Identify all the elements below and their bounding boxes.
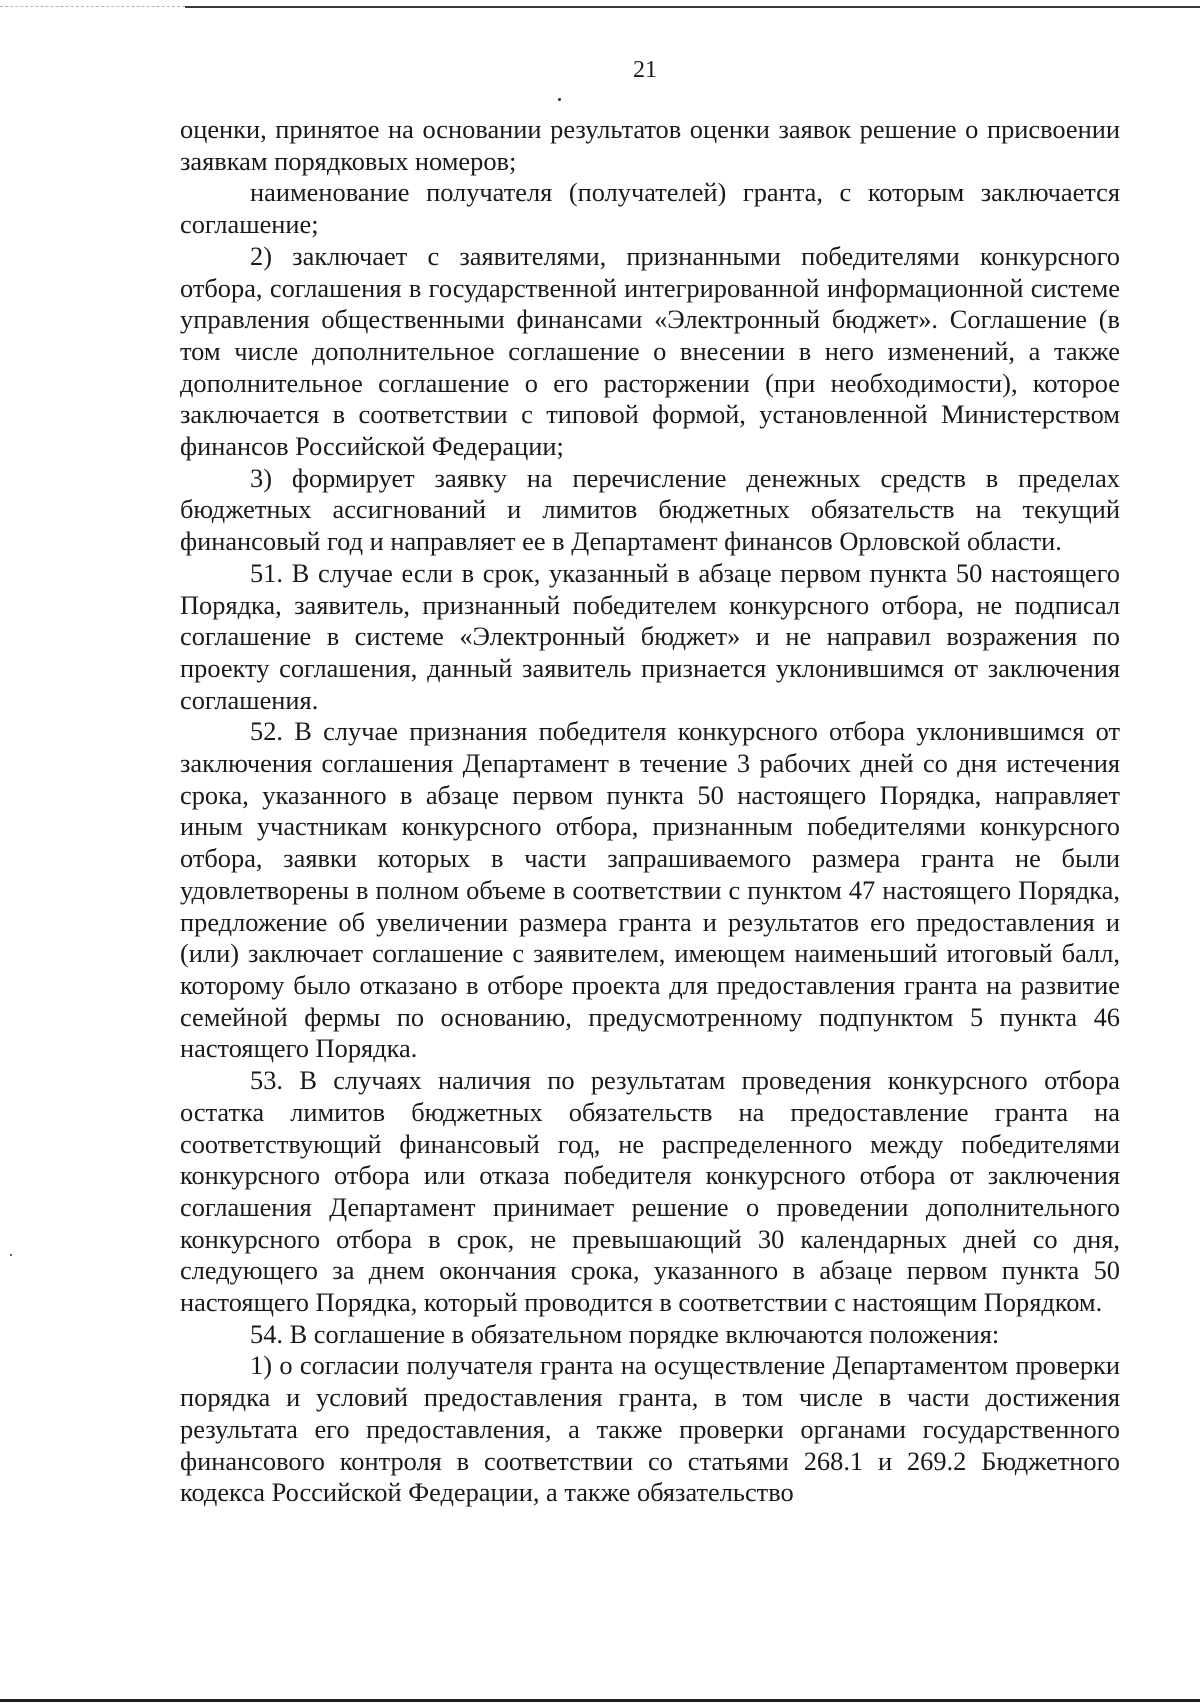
paragraph-clause-51: 51. В случае если в срок, указанный в абзаце первом пункта 50 настоящего Порядка, заявитель, признанный победителем конкурсного отбора, не подписал соглашение в системе «Электронный бюджет» и не направил возражения по проекту соглашения, данный заявитель признается уклонившимся от заключения соглашения. [180,557,1120,715]
paragraph-item-2: 2) заключает с заявителями, признанными победителями конкурсного отбора, соглашения в государственной интегрированной информационной системе управления общественными финансами «Электронный бюджет». Соглашение (в том числе дополнительное соглашение о внесении в него изменений, а также дополнительное соглашение о его расторжении (при необходимости), которое заключается в соответствии с типовой формой, установленной Министерством финансов Российской Федерации; [180,240,1120,462]
paragraph-clause-54-item-1: 1) о согласии получателя гранта на осуществление Департаментом проверки порядка и условий предоставления гранта, в том числе в части достижения результата его предоставления, а также проверки органами государственного финансового контроля в соответствии со статьями 268.1 и 269.2 Бюджетного кодекса Российской Федерации, а также обязательство [180,1350,1120,1508]
scan-top-border [185,6,1200,8]
paragraph-clause-53: 53. В случаях наличия по результатам проведения конкурсного отбора остатка лимитов бюджетных обязательств на предоставление гранта на соответствующий финансовый год, не распределенного между победителями конкурсного отбора или отказа победителя конкурсного отбора от заключения соглашения Департамент принимает решение о проведении дополнительного конкурсного отбора в срок, не превышающий 30 календарных дней со дня, следующего за днем окончания срока, указанного в абзаце первом пункта 50 настоящего Порядка, который проводится в соответствии с настоящим Порядком. [180,1065,1120,1318]
paragraph-recipient-name: наименование получателя (получателей) гранта, с которым заключается соглашение; [180,177,1120,240]
paragraph-continuation: оценки, принятое на основании результатов оценки заявок решение о присвоении заявкам порядковых номеров; [180,114,1120,176]
scan-speck [558,98,561,101]
scan-edge-dashed [0,6,185,8]
paragraph-item-3: 3) формирует заявку на перечисление денежных средств в пределах бюджетных ассигнований и лимитов бюджетных обязательств на текущий финансовый год и направляет ее в Департамент финансов Орловской области. [180,462,1120,557]
paragraph-clause-52: 52. В случае признания победителя конкурсного отбора уклонившимся от заключения соглашения Департамент в течение 3 рабочих дней со дня истечения срока, указанного в абзаце первом пункта 50 настоящего Порядка, направляет иным участникам конкурсного отбора, признанным победителями конкурсного отбора, заявки которых в части запрашиваемого размера гранта не были удовлетворены в полном объеме в соответствии с пунктом 47 настоящего Порядка, предложение об увеличении размера гранта и результатов его предоставления и (или) заключает соглашение с заявителем, имеющем наименьший итоговый балл, которому было отказано в отборе проекта для предоставления гранта на развитие семейной фермы по основанию, предусмотренному подпунктом 5 пункта 46 настоящего Порядка. [180,716,1120,1064]
document-body [180,114,1120,1509]
paragraph-clause-54: 54. В соглашение в обязательном порядке включаются положения: [250,1318,1000,1349]
scan-bottom-border [0,1699,1200,1702]
page-number: 21 [633,57,657,83]
scan-speck [10,1254,12,1256]
